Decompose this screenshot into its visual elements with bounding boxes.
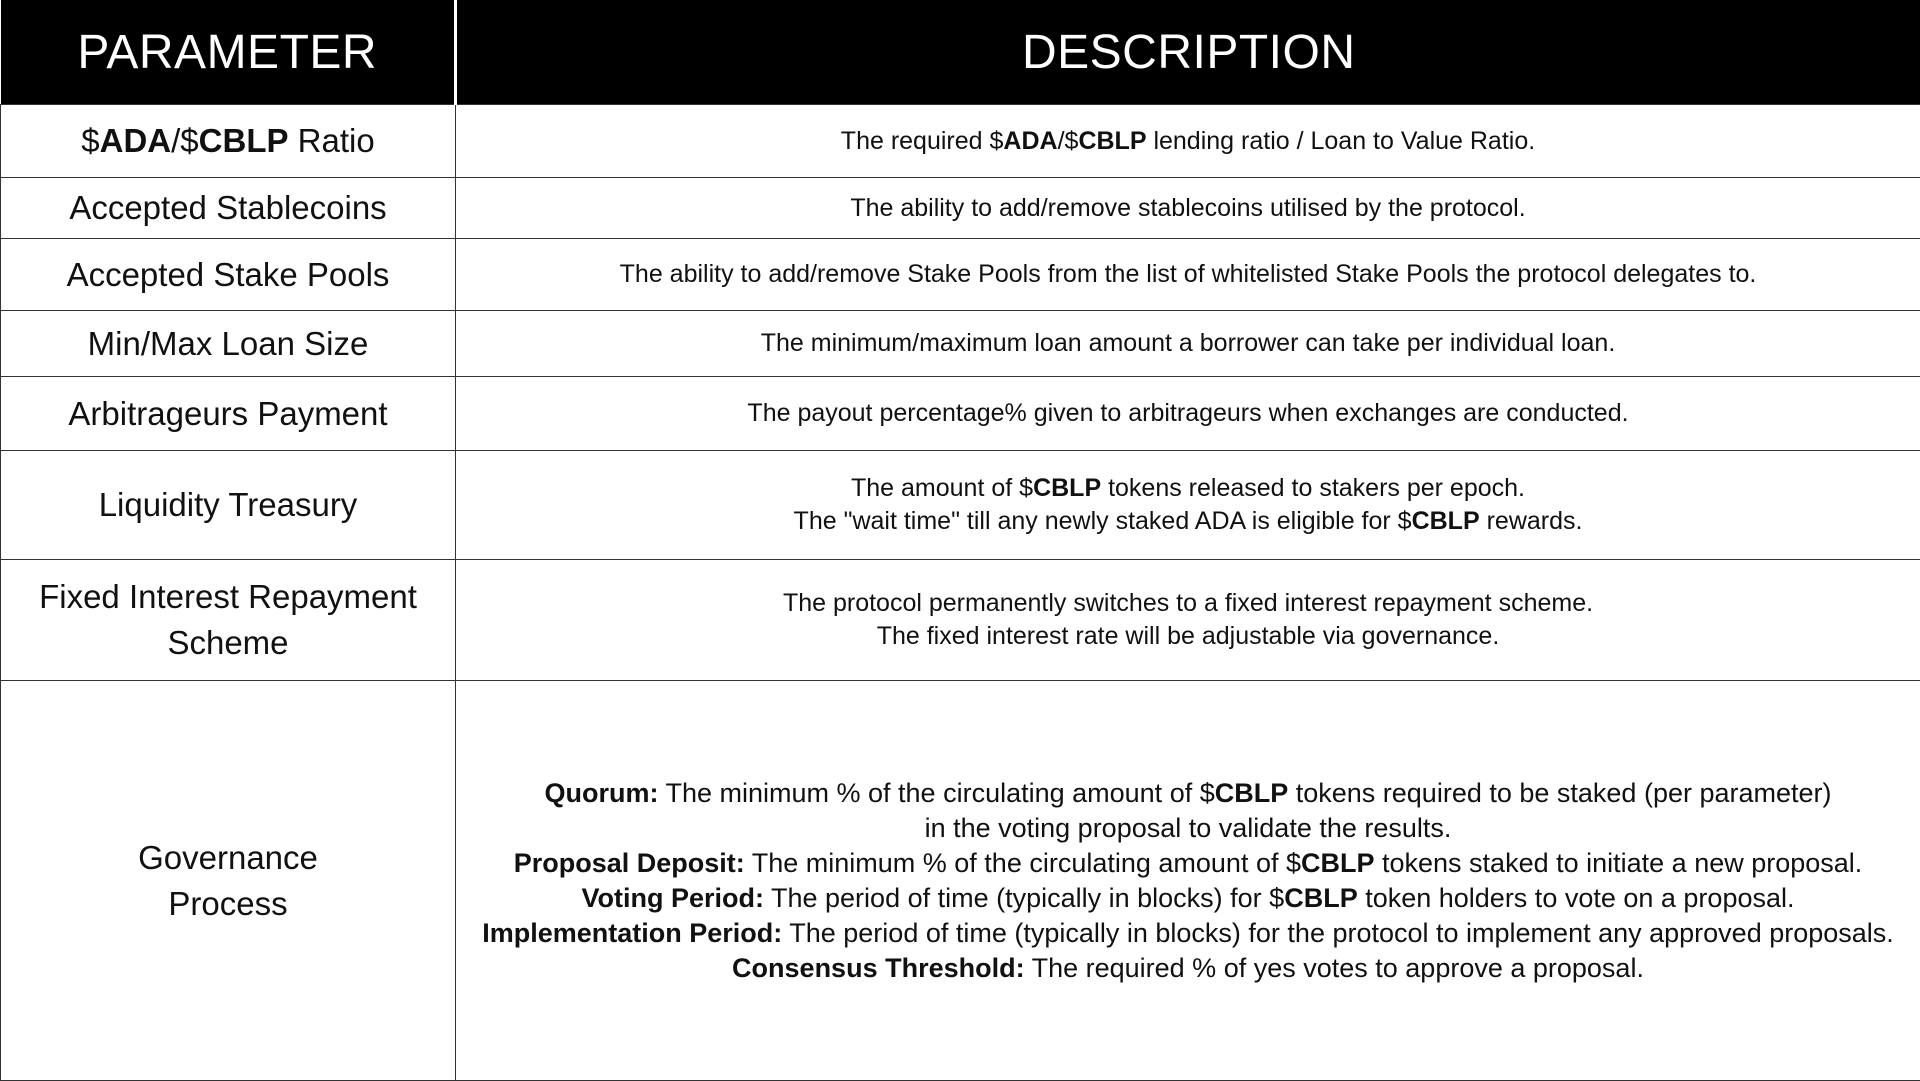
quorum-continuation-line: in the voting proposal to validate the results. (470, 811, 1906, 846)
table-row (1, 239, 1920, 311)
parameter-cell-arbitrageurs-payment: Arbitrageurs Payment (1, 377, 456, 451)
description-cell-liquidity-treasury (456, 451, 1920, 560)
consensus-threshold-line: Consensus Threshold: The required % of yes votes to approve a proposal. (470, 951, 1906, 986)
parameter-cell-min-max-loan-size: Min/Max Loan Size (1, 311, 456, 377)
table-row (1, 105, 1920, 178)
description-cell-min-max-loan-size: The minimum/maximum loan amount a borrower can take per individual loan. (456, 311, 1920, 377)
parameter-cell-fixed-interest-repayment-scheme: Fixed Interest Repayment Scheme (1, 560, 456, 681)
description-cell-accepted-stake-pools: The ability to add/remove Stake Pools from the list of whitelisted Stake Pools the protocol delegates to. (456, 239, 1920, 311)
description-column-header: DESCRIPTION (456, 0, 1920, 105)
description-cell-accepted-stablecoins: The ability to add/remove stablecoins utilised by the protocol. (456, 178, 1920, 239)
description-cell-ada-cblp-ratio: The required $ADA/$CBLP lending ratio / Loan to Value Ratio. (456, 105, 1920, 178)
table-row (1, 377, 1920, 451)
table-row (1, 560, 1920, 681)
voting-period-line: Voting Period: The period of time (typically in blocks) for $CBLP token holders to vote on a proposal. (470, 881, 1906, 916)
proposal-deposit-line: Proposal Deposit: The minimum % of the circulating amount of $CBLP tokens staked to initiate a new proposal. (470, 846, 1906, 881)
parameter-cell-liquidity-treasury: Liquidity Treasury (1, 451, 456, 560)
table-row (1, 311, 1920, 377)
description-cell-governance-process (456, 681, 1920, 1081)
description-cell-fixed-interest-repayment-scheme: The protocol permanently switches to a fixed interest repayment scheme. The fixed interest rate will be adjustable via governance. (456, 560, 1920, 681)
table-row (1, 451, 1920, 560)
description-line: The amount of $CBLP tokens released to stakers per epoch. (470, 472, 1906, 505)
description-line: The "wait time" till any newly staked ADA is eligible for $CBLP rewards. (470, 505, 1906, 538)
parameter-column-header: PARAMETER (1, 0, 456, 105)
description-cell-arbitrageurs-payment: The payout percentage% given to arbitrageurs when exchanges are conducted. (456, 377, 1920, 451)
table-header-row (1, 0, 1920, 105)
parameter-cell-accepted-stablecoins: Accepted Stablecoins (1, 178, 456, 239)
parameter-cell-accepted-stake-pools: Accepted Stake Pools (1, 239, 456, 311)
table-row (1, 681, 1920, 1081)
parameter-cell-ada-cblp-ratio: $ADA/$CBLP Ratio (1, 105, 456, 178)
quorum-line: Quorum: The minimum % of the circulating amount of $CBLP tokens required to be staked (per parameter) (470, 776, 1906, 811)
parameter-cell-governance-process: Governance Process (1, 681, 456, 1081)
table-row (1, 178, 1920, 239)
implementation-period-line: Implementation Period: The period of time (typically in blocks) for the protocol to implement any approved proposals. (470, 916, 1906, 951)
